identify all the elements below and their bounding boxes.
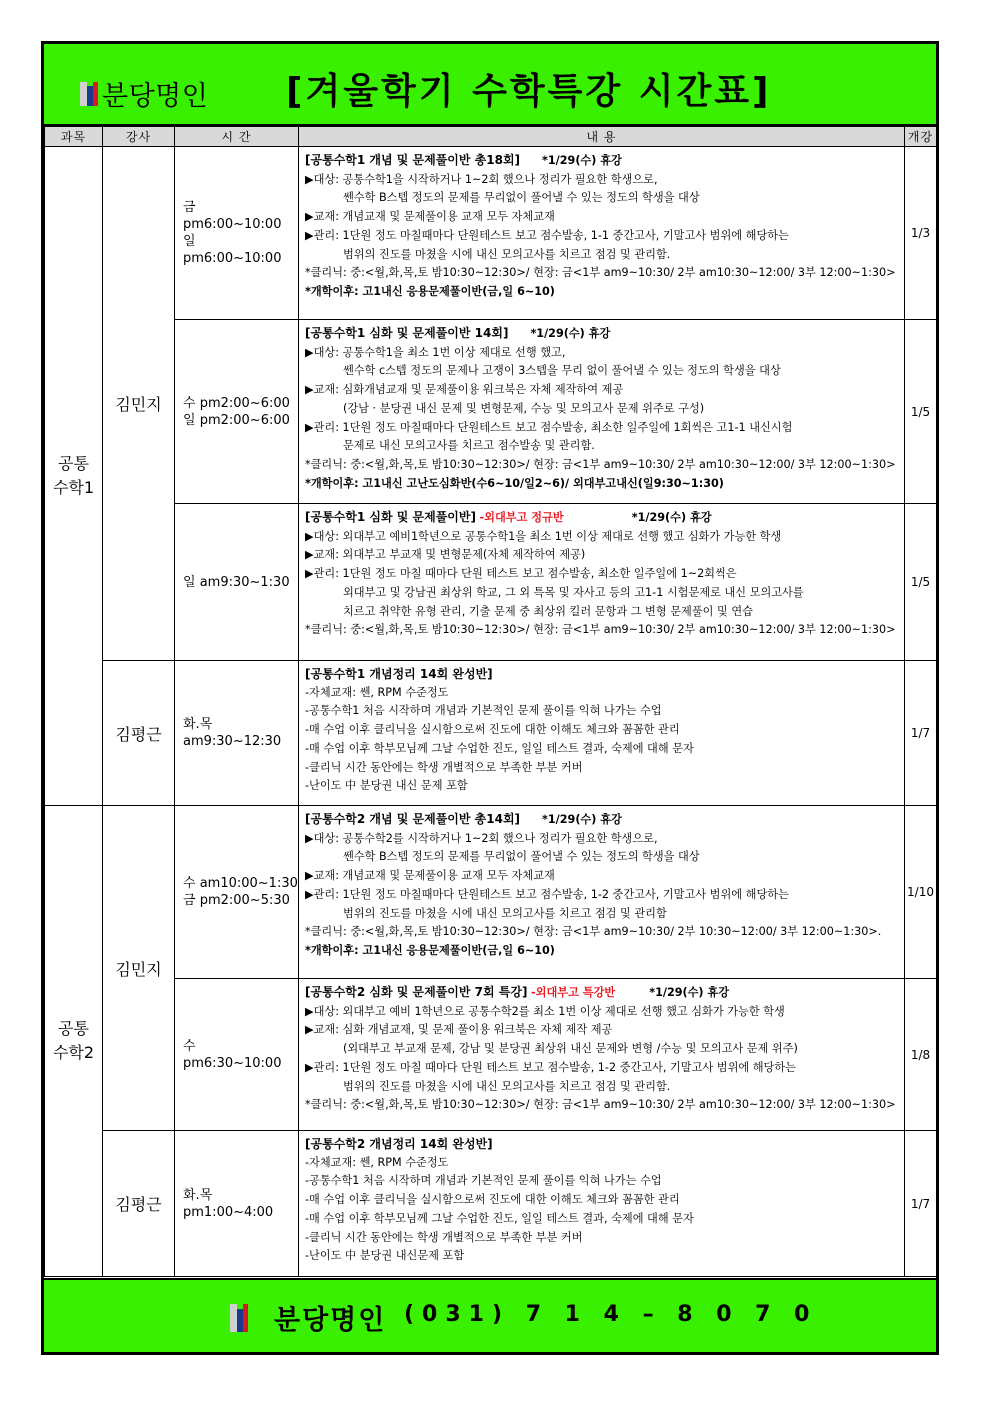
content-line: 쎈수학 B스텝 정도의 문제를 무리없이 풀어낼 수 있는 정도의 학생을 대상 [343, 191, 700, 205]
content-line: -자체교재: 쎈, RPM 수준정도 [305, 685, 449, 699]
class-title: [공통수학1 개념 및 문제풀이반 총18회] [305, 153, 521, 167]
content-line: *클리닉: 중:<월,화,목,토 밤10:30~12:30>/ 현장: 금<1부 am9~10:30/ 2부 am10:30~12:00/ 3부 12:00~1:30> [305, 1098, 896, 1112]
class-title-highlight: -외대부고 특강반 [531, 986, 616, 999]
content-line: -공통수학1 처음 시작하며 개념과 기본적인 문제 풀이를 익혀 나가는 수업 [305, 1174, 662, 1188]
subject-label: 수학2 [52, 1043, 95, 1062]
content-line: *클리닉: 중:<월,화,목,토 밤10:30~12:30>/ 현장: 금<1부 am9~10:30/ 2부 am10:30~12:00/ 3부 12:00~1:30> [305, 623, 896, 637]
col-header-time: 시 간 [175, 127, 299, 147]
open-date: 1/3 [905, 147, 937, 320]
page-title: [겨울학기 수학특강 시간표] [286, 71, 772, 112]
open-date: 1/5 [905, 320, 937, 504]
holiday-note: *1/29(수) 휴강 [542, 154, 622, 167]
class-title-highlight: -외대부고 정규반 [479, 511, 564, 524]
brand-logo-icon [230, 1304, 248, 1332]
table-row [45, 147, 937, 320]
content-line: *클리닉: 중:<월,화,목,토 밤10:30~12:30>/ 현장: 금<1부 am9~10:30/ 2부 10:30~12:00/ 3부 12:00~1:30>. [305, 925, 882, 939]
content-line: 쎈수학 B스텝 정도의 문제를 무리없이 풀어낼 수 있는 정도의 학생을 대상 [343, 850, 700, 864]
content-cell [299, 979, 905, 1131]
time-line: am9:30~12:30 [183, 734, 282, 749]
subject-label: 공통 [58, 1019, 89, 1038]
holiday-note: *1/29(수) 휴강 [649, 986, 730, 999]
time-line: 일 am9:30~1:30 [183, 574, 290, 590]
content-line: 범위의 진도를 마쳤을 시에 내신 모의고사를 치르고 점검 및 관리함 [343, 906, 667, 920]
content-line: ▶대상: 외대부고 예비1학년으로 공통수학1을 최소 1번 이상 제대로 선행 했고 심화가 가능한 학생 [305, 529, 782, 543]
content-line: ▶대상: 공통수학1을 최소 1번 이상 제대로 선행 했고, [305, 345, 566, 359]
col-header-open: 개강 [905, 127, 937, 147]
content-line: -매 수업 이후 학부모님께 그날 수업한 진도, 일일 테스트 결과, 숙제에 대해 문자 [305, 1211, 694, 1225]
col-header-content: 내 용 [299, 127, 905, 147]
footer-phone: (031) 7 1 4 – 8 0 7 0 [404, 1302, 818, 1327]
content-line: 외대부고 및 강남권 최상위 학교, 그 외 특목 및 자사고 등의 고1-1 시험문제로 내신 모의고사를 [343, 585, 804, 599]
time-cell [175, 1131, 299, 1277]
content-line: *클리닉: 중:<월,화,목,토 밤10:30~12:30>/ 현장: 금<1부 am9~10:30/ 2부 am10:30~12:00/ 3부 12:00~1:30> [305, 457, 896, 471]
content-line: 범위의 진도를 마쳤을 시에 내신 모의고사를 치르고 점검 및 관리함. [343, 1079, 671, 1093]
table-row [45, 806, 937, 979]
content-line: *개학이후: 고1내신 응용문제풀이반(금,일 6~10) [305, 943, 555, 957]
content-line: -공통수학1 처음 시작하며 개념과 기본적인 문제 풀이를 익혀 나가는 수업 [305, 704, 662, 718]
time-cell [175, 504, 299, 661]
open-date: 1/5 [905, 504, 937, 661]
open-date: 1/10 [905, 806, 937, 979]
holiday-note: *1/29(수) 휴강 [542, 813, 622, 826]
content-cell [299, 147, 905, 320]
content-cell [299, 320, 905, 504]
content-cell [299, 1131, 905, 1277]
brand-logo-icon [80, 82, 98, 106]
time-line: 금 pm6:00~10:00 [183, 200, 282, 232]
content-line: -매 수업 이후 클리닉을 실시함으로써 진도에 대한 이해도 체크와 꼼꼼한 관리 [305, 723, 680, 737]
time-line: 화.목 [183, 717, 213, 732]
subject-cell [45, 147, 103, 806]
col-header-subject: 과목 [45, 127, 103, 147]
holiday-note: *1/29(수) 휴강 [530, 327, 611, 340]
content-line: 쎈수학 c스텝 정도의 문제나 고쟁이 3스텝을 무리 없이 풀어낼 수 있는 정도의 학생을 대상 [343, 364, 781, 378]
class-title: [공통수학2 개념정리 14회 완성반] [305, 1137, 493, 1151]
table-row [45, 1131, 937, 1277]
content-line: ▶교재: 외대부고 부교재 및 변형문제(자체 제작하여 제공) [305, 548, 586, 562]
time-cell [175, 661, 299, 806]
content-cell [299, 504, 905, 661]
teacher-cell: 김평근 [103, 1131, 175, 1277]
footer-banner [44, 1278, 936, 1352]
header-banner [44, 44, 936, 126]
class-title: [공통수학1 심화 및 문제풀이반 14회] [305, 326, 509, 340]
time-line: 수 am10:00~1:30 [183, 876, 298, 891]
class-title: [공통수학2 심화 및 문제풀이반 7회 특강] [305, 985, 528, 999]
open-date: 1/7 [905, 1131, 937, 1277]
time-line: pm1:00~4:00 [183, 1204, 274, 1220]
content-line: 치르고 취약한 유형 관리, 기출 문제 중 최상위 킬러 문항과 그 변형 문제풀이 및 연습 [343, 604, 753, 618]
class-title: [공통수학2 개념 및 문제풀이반 총14회] [305, 812, 521, 826]
content-line: ▶교재: 개념교재 및 문제풀이용 교재 모두 자체교재 [305, 869, 555, 883]
holiday-note: *1/29(수) 휴강 [631, 511, 712, 524]
brand-logo [80, 74, 208, 113]
content-line: *클리닉: 중:<월,화,목,토 밤10:30~12:30>/ 현장: 금<1부 am9~10:30/ 2부 am10:30~12:00/ 3부 12:00~1:30> [305, 266, 896, 280]
content-line: ▶대상: 외대부고 예비 1학년으로 공통수학2를 최소 1번 이상 제대로 선행 했고 심화가 가능한 학생 [305, 1004, 785, 1018]
content-line: -매 수업 이후 클리닉을 실시함으로써 진도에 대한 이해도 체크와 꼼꼼한 관리 [305, 1193, 680, 1207]
content-line: -클리닉 시간 동안에는 학생 개별적으로 부족한 부분 커버 [305, 760, 583, 774]
content-line: ▶관리: 1단원 정도 마칠 때마다 단원 테스트 보고 점수발송, 최소한 일주일에 1~2회씩은 [305, 567, 737, 581]
content-line: -클리닉 시간 동안에는 학생 개별적으로 부족한 부분 커버 [305, 1230, 583, 1244]
subject-label: 수학1 [52, 478, 95, 497]
table-header-row [45, 127, 937, 147]
table-row [45, 979, 937, 1131]
footer-brand: 분당명인 [274, 1305, 387, 1336]
time-cell [175, 320, 299, 504]
content-line: *개학이후: 고1내신 고난도심화반(수6~10/일2~6)/ 외대부고내신(일9:30~1:30) [305, 476, 724, 490]
table-row [45, 661, 937, 806]
content-line: (외대부고 부교재 문제, 강남 및 분당권 최상위 내신 문제와 변형 /수능 및 모의고사 문제 위주) [343, 1042, 798, 1056]
time-cell [175, 806, 299, 979]
content-line: 범위의 진도를 마쳤을 시에 내신 모의고사를 치르고 점검 및 관리함. [343, 247, 671, 261]
content-line: ▶대상: 공통수학1을 시작하거나 1~2회 했으나 정리가 필요한 학생으로, [305, 172, 658, 186]
time-cell [175, 979, 299, 1131]
content-line: 문제로 내신 모의고사를 치르고 점수발송 및 관리함. [343, 439, 595, 453]
content-line: ▶관리: 1단원 정도 마칠때마다 단원테스트 보고 점수발송, 1-2 중간고사, 기말고사 범위에 해당하는 [305, 887, 789, 901]
subject-cell [45, 806, 103, 1277]
timetable-frame [41, 41, 939, 1355]
time-cell [175, 147, 299, 320]
content-line: ▶관리: 1단원 정도 마칠 때마다 단원 테스트 보고 점수발송, 1-2 중간고사, 기말고사 범위에 해당하는 [305, 1060, 796, 1074]
content-line: (강남 · 분당권 내신 문제 및 변형문제, 수능 및 모의고사 문제 위주로 구성) [343, 401, 705, 415]
time-line: 일 pm6:00~10:00 [183, 234, 282, 266]
content-line: ▶대상: 공통수학2를 시작하거나 1~2회 했으나 정리가 필요한 학생으로, [305, 831, 658, 845]
content-line: ▶교재: 심화 개념교재, 및 문제 풀이용 워크북은 자체 제작 제공 [305, 1023, 613, 1037]
class-title: [공통수학1 개념정리 14회 완성반] [305, 667, 493, 681]
content-line: -자체교재: 쎈, RPM 수준정도 [305, 1155, 449, 1169]
brand-name: 분당명인 [102, 81, 209, 112]
teacher-cell: 김평근 [103, 661, 175, 806]
table-row [45, 320, 937, 504]
col-header-teacher: 강사 [103, 127, 175, 147]
time-line: 금 pm2:00~5:30 [183, 893, 290, 908]
content-line: ▶관리: 1단원 정도 마칠때마다 단원테스트 보고 점수발송, 최소한 일주일에 1회씩은 고1-1 내신시험 [305, 420, 793, 434]
open-date: 1/8 [905, 979, 937, 1131]
content-line: ▶교재: 개념교재 및 문제풀이용 교재 모두 자체교재 [305, 210, 555, 224]
content-line: ▶관리: 1단원 정도 마칠때마다 단원테스트 보고 점수발송, 1-1 중간고사, 기말고사 범위에 해당하는 [305, 228, 789, 242]
content-line: -난이도 中 분당권 내신 문제 포함 [305, 779, 468, 793]
time-line: 화.목 [183, 1187, 213, 1203]
teacher-cell: 김민지 [103, 147, 175, 661]
content-line: -매 수업 이후 학부모님께 그날 수업한 진도, 일일 테스트 결과, 숙제에 대해 문자 [305, 741, 694, 755]
table-row [45, 504, 937, 661]
content-line: -난이도 中 분당권 내신문제 포함 [305, 1249, 465, 1263]
content-cell [299, 806, 905, 979]
time-line: 일 pm2:00~6:00 [183, 412, 290, 428]
time-line: 수 pm2:00~6:00 [183, 395, 290, 411]
content-line: ▶교재: 심화개념교재 및 문제풀이용 워크북은 자체 제작하여 제공 [305, 383, 624, 397]
open-date: 1/7 [905, 661, 937, 806]
content-line: *개학이후: 고1내신 응용문제풀이반(금,일 6~10) [305, 284, 555, 298]
subject-label: 공통 [58, 454, 89, 473]
content-cell [299, 661, 905, 806]
schedule-table [44, 126, 937, 1277]
time-line: 수 pm6:30~10:00 [183, 1038, 282, 1071]
class-title: [공통수학1 심화 및 문제풀이반] [305, 510, 476, 524]
teacher-cell: 김민지 [103, 806, 175, 1131]
